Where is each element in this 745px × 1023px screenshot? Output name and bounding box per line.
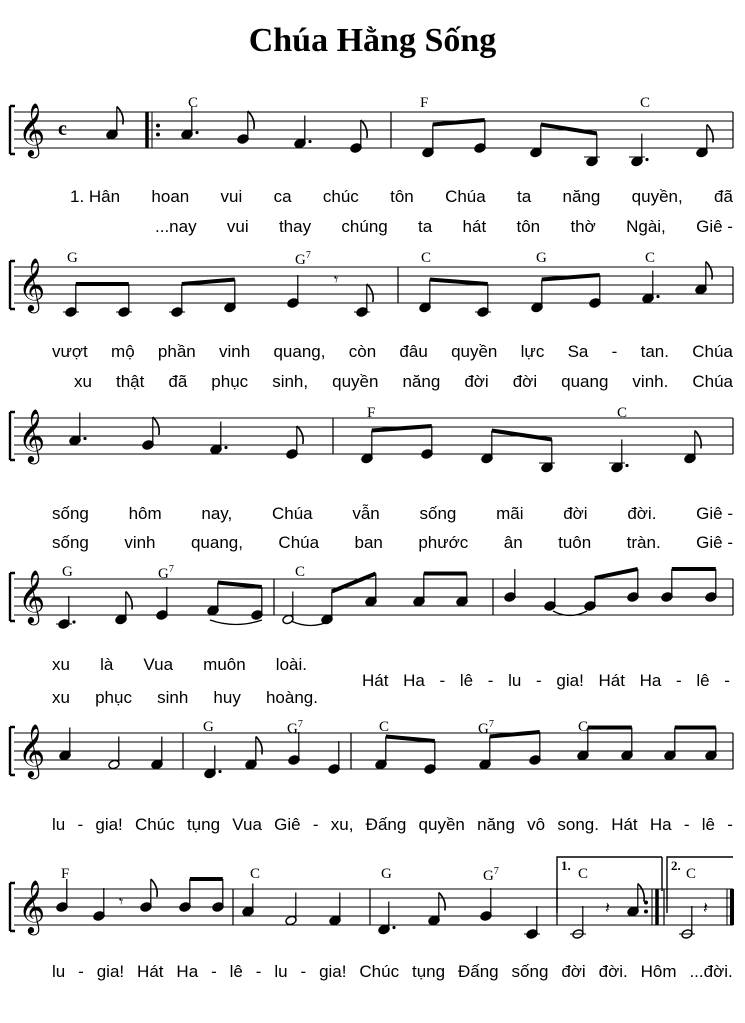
chord-symbol: C (295, 564, 306, 580)
chord-symbol: $G^7$ (295, 250, 311, 268)
note-flag (361, 120, 367, 138)
lyric-syllable: Vua (143, 655, 174, 674)
note-flag (706, 262, 712, 280)
lyric-syllable: tôn (516, 217, 541, 236)
lyric-syllable: xu (74, 372, 92, 391)
lyric-syllable: là (100, 655, 114, 674)
volta-label: 2. (671, 858, 681, 873)
lyric-syllable: lu (52, 962, 66, 981)
lyric-syllable: tụng (186, 815, 221, 834)
lyric-syllable: - (487, 671, 494, 690)
lyric-syllable: năng (402, 372, 441, 391)
note-beam (218, 583, 262, 588)
lyric-syllable: vinh (124, 533, 156, 552)
lyric-syllable: sinh, (272, 372, 309, 391)
lyric-syllable: xu (52, 688, 70, 707)
lyric-syllable: ta (418, 217, 433, 236)
lyric-syllable: đời (561, 962, 586, 981)
lyric-syllable: lê (459, 671, 474, 690)
chord-symbol: $G^7$ (483, 866, 499, 884)
lyric-syllable: năng (562, 187, 601, 206)
lyric-syllable: hôm (128, 504, 162, 523)
lyric-syllable: tuôn (558, 533, 592, 552)
lyric-line (155, 217, 733, 239)
lyric-syllable: Chúa (692, 372, 733, 391)
note-flag (695, 431, 701, 449)
repeat-dot (156, 133, 160, 137)
lyric-syllable: sinh (157, 688, 189, 707)
lyric-syllable: Hát (598, 671, 625, 690)
lyric-syllable: Giê (274, 815, 301, 834)
lyric-syllable: tràn. (626, 533, 661, 552)
lyric-syllable: quang, (190, 533, 243, 552)
note-beam (332, 574, 376, 592)
chord-symbol: C (188, 95, 199, 111)
lyric-syllable: ân (503, 533, 523, 552)
lyric-syllable: Ha (176, 962, 199, 981)
note-dot (392, 926, 395, 929)
lyric-line (52, 688, 318, 710)
lyric-syllable: lê (701, 815, 716, 834)
chord-symbol: C (578, 866, 589, 882)
note-flag (126, 592, 132, 610)
lyric-syllable: lu (274, 962, 288, 981)
note-beam (386, 737, 435, 742)
lyric-syllable: hoan (151, 187, 190, 206)
lyric-syllable: quyền (332, 372, 379, 391)
lyric-syllable: xu, (330, 815, 354, 834)
lyric-syllable: Ha (639, 671, 662, 690)
song-title: Chúa Hằng Sống (248, 22, 497, 59)
lyric-syllable: Chúa (278, 533, 320, 552)
lyric-line (52, 815, 733, 837)
lyric-syllable: - (724, 671, 730, 690)
note-flag (297, 426, 303, 444)
chord-symbol: F (367, 405, 376, 421)
lyric-syllable: vinh. (632, 372, 669, 391)
chord-symbol: G (536, 250, 547, 266)
tie (210, 620, 262, 625)
lyric-syllable: thật (115, 372, 145, 391)
lyric-syllable: vui (220, 187, 243, 206)
lyric-syllable: phục (211, 372, 249, 391)
lyric-syllable: loài. (275, 655, 307, 674)
lyric-syllable: Chúc (359, 962, 400, 981)
lyric-syllable: Hát (137, 962, 164, 981)
note-dot (224, 446, 227, 449)
lyric-syllable: vui (226, 217, 249, 236)
lyric-syllable: Giê - (696, 217, 733, 236)
lyric-syllable: hoàng. (265, 688, 318, 707)
chord-symbol: G (203, 719, 214, 735)
lyric-syllable: - (676, 671, 682, 690)
lyric-line (52, 655, 307, 677)
lyric-syllable: quyền (418, 815, 465, 834)
lyric-syllable: thay (278, 217, 312, 236)
chord-symbol: C (640, 95, 651, 111)
chord-symbol: G (67, 250, 78, 266)
lyric-syllable: lê (229, 962, 243, 981)
lyric-syllable: - (211, 962, 217, 981)
volta-label: 1. (561, 858, 571, 873)
lyric-syllable: Hát (611, 815, 638, 834)
lyric-line (74, 372, 733, 394)
lyric-line (52, 342, 733, 364)
note-dot (218, 770, 221, 773)
chord-symbol: C (617, 405, 628, 421)
lyric-syllable: sống (419, 504, 457, 523)
lyric-syllable: quang (561, 372, 609, 391)
note-dot (645, 158, 648, 161)
lyric-syllable: ban (354, 533, 383, 552)
chord-symbol: F (61, 866, 70, 882)
lyric-syllable: Chúa (271, 504, 313, 523)
lyric-syllable: quang, (273, 342, 326, 361)
lyric-line (52, 504, 733, 526)
lyric-syllable: Đấng (458, 962, 499, 981)
note-beam (182, 280, 235, 285)
lyric-syllable: quyền (451, 342, 498, 361)
note-flag (707, 125, 713, 143)
lyric-syllable: - (77, 815, 84, 834)
chord-symbol: C (421, 250, 432, 266)
chord-symbol: $G^7$ (478, 719, 494, 737)
note-beam (492, 431, 552, 440)
treble-clef: 𝄞 (18, 569, 46, 623)
chord-symbol: C (578, 719, 589, 735)
note-beam (541, 125, 597, 134)
lyric-syllable: quyền, (631, 187, 683, 206)
lyric-syllable: lê (696, 671, 710, 690)
lyric-syllable: Ha (403, 671, 425, 690)
lyric-syllable: sống (52, 533, 89, 552)
chord-symbol: C (379, 719, 390, 735)
rest: 𝄽 (605, 898, 610, 917)
lyric-syllable: vô (527, 815, 546, 834)
lyric-line (70, 187, 733, 209)
lyric-syllable: - (727, 815, 733, 834)
lyric-syllable: phục (95, 688, 132, 707)
rest: 𝄾 (119, 892, 124, 911)
lyric-syllable: Đấng (365, 815, 407, 834)
lyric-syllable: Chúa (692, 342, 733, 361)
lyric-syllable: đời (512, 372, 538, 391)
lyric-syllable: đời (464, 372, 489, 391)
lyric-syllable: vẫn (352, 504, 380, 523)
lyric-syllable: - (78, 962, 84, 981)
lyric-syllable: - (300, 962, 307, 981)
chord-symbol: $G^7$ (158, 564, 174, 582)
note-flag (117, 107, 123, 125)
lyric-syllable: tụng (412, 962, 446, 981)
treble-clef: 𝄞 (18, 257, 46, 311)
chord-symbol: F (420, 95, 429, 111)
note-flag (151, 879, 157, 897)
lyric-syllable: ...nay (155, 217, 197, 236)
lyric-syllable: Hôm (640, 962, 677, 981)
lyric-syllable: huy (213, 688, 241, 707)
note-dot (195, 131, 198, 134)
lyric-syllable: đã (168, 372, 188, 391)
lyric-syllable: vinh (219, 342, 251, 361)
lyric-syllable: ta (517, 187, 532, 206)
lyric-syllable: chúc (322, 187, 359, 206)
lyric-syllable: ca (273, 187, 292, 206)
lyric-syllable: 1. Hân (70, 187, 121, 206)
lyric-syllable: - (611, 342, 618, 361)
time-signature: c (58, 118, 67, 140)
treble-clef: 𝄞 (18, 408, 46, 462)
lyric-syllable: mãi (496, 504, 524, 523)
note-flag (638, 884, 644, 902)
repeat-dot (156, 124, 160, 128)
lyric-syllable: Ha (649, 815, 672, 834)
lyric-syllable: tôn (390, 187, 414, 206)
lyric-syllable: song. (557, 815, 599, 834)
lyric-line (52, 533, 733, 555)
lyric-syllable: Ngài, (626, 217, 666, 236)
lyric-syllable: lu (52, 815, 66, 834)
lyric-syllable: đời. (627, 504, 657, 523)
treble-clef: 𝄞 (18, 723, 46, 777)
lyric-syllable: Hát (362, 671, 389, 690)
note-flag (367, 284, 373, 302)
lyric-syllable: Vua (232, 815, 262, 834)
lyric-syllable: - (255, 962, 262, 981)
lyric-syllable: đã (714, 187, 733, 206)
note-beam (595, 569, 638, 578)
note-beam (430, 280, 488, 285)
lyric-syllable: chúng (341, 217, 388, 236)
treble-clef: 𝄞 (18, 879, 46, 933)
lyric-syllable: thờ (570, 217, 596, 236)
lyric-syllable: đâu (399, 342, 428, 361)
note-dot (83, 437, 86, 440)
chord-symbol: C (250, 866, 261, 882)
lyric-syllable: Giê - (696, 504, 733, 523)
note-flag (248, 111, 254, 129)
refrain-lyric-line (362, 671, 730, 693)
chord-symbol: G (381, 866, 392, 882)
lyric-syllable: lực (520, 342, 545, 361)
note-flag (439, 893, 445, 911)
lyric-syllable: sống (52, 504, 89, 523)
lyric-syllable: tan. (640, 342, 669, 361)
lyric-syllable: còn (348, 342, 377, 361)
chord-symbol: C (686, 866, 697, 882)
lyric-syllable: - (312, 815, 319, 834)
note-flag (256, 737, 262, 755)
chord-symbol: $G^7$ (287, 719, 303, 737)
lyric-syllable: năng (477, 815, 515, 834)
lyric-syllable: Chúc (135, 815, 175, 834)
lyric-syllable: phước (418, 533, 469, 552)
staff-system (10, 102, 733, 158)
lyric-syllable: muôn (203, 655, 246, 674)
lyric-syllable: gia! (556, 671, 584, 690)
lyric-syllable: phần (157, 342, 196, 361)
lyric-syllable: lu (508, 671, 522, 690)
lyric-syllable: - (683, 815, 690, 834)
lyric-syllable: Chúa (445, 187, 486, 206)
lyric-syllable: đời (563, 504, 588, 523)
chord-symbol: G (62, 564, 73, 580)
lyric-syllable: gia! (95, 815, 123, 834)
lyric-syllable: ...đời. (689, 962, 733, 981)
lyric-syllable: gia! (96, 962, 125, 981)
lyric-syllable: nay, (201, 504, 233, 523)
lyric-line (52, 962, 733, 984)
note-dot (625, 464, 628, 467)
lyric-syllable: đời. (598, 962, 628, 981)
lyric-syllable: sống (511, 962, 549, 981)
chord-symbol: C (645, 250, 656, 266)
note-dot (656, 295, 659, 298)
lyric-syllable: Giê - (696, 533, 733, 552)
rest: 𝄽 (703, 898, 708, 917)
rest: 𝄾 (334, 270, 339, 289)
note-flag (153, 417, 159, 435)
lyric-syllable: - (439, 671, 446, 690)
lyric-syllable: hát (462, 217, 487, 236)
repeat-dot (644, 910, 648, 914)
lyric-syllable: - (536, 671, 542, 690)
note-dot (308, 140, 311, 143)
lyric-syllable: Sa (567, 342, 589, 361)
lyric-syllable: xu (52, 655, 70, 674)
note-dot (72, 620, 75, 623)
lyric-syllable: mộ (111, 342, 135, 361)
lyric-syllable: gia! (319, 962, 347, 981)
lyric-syllable: vượt (52, 342, 88, 361)
treble-clef: 𝄞 (18, 102, 46, 156)
